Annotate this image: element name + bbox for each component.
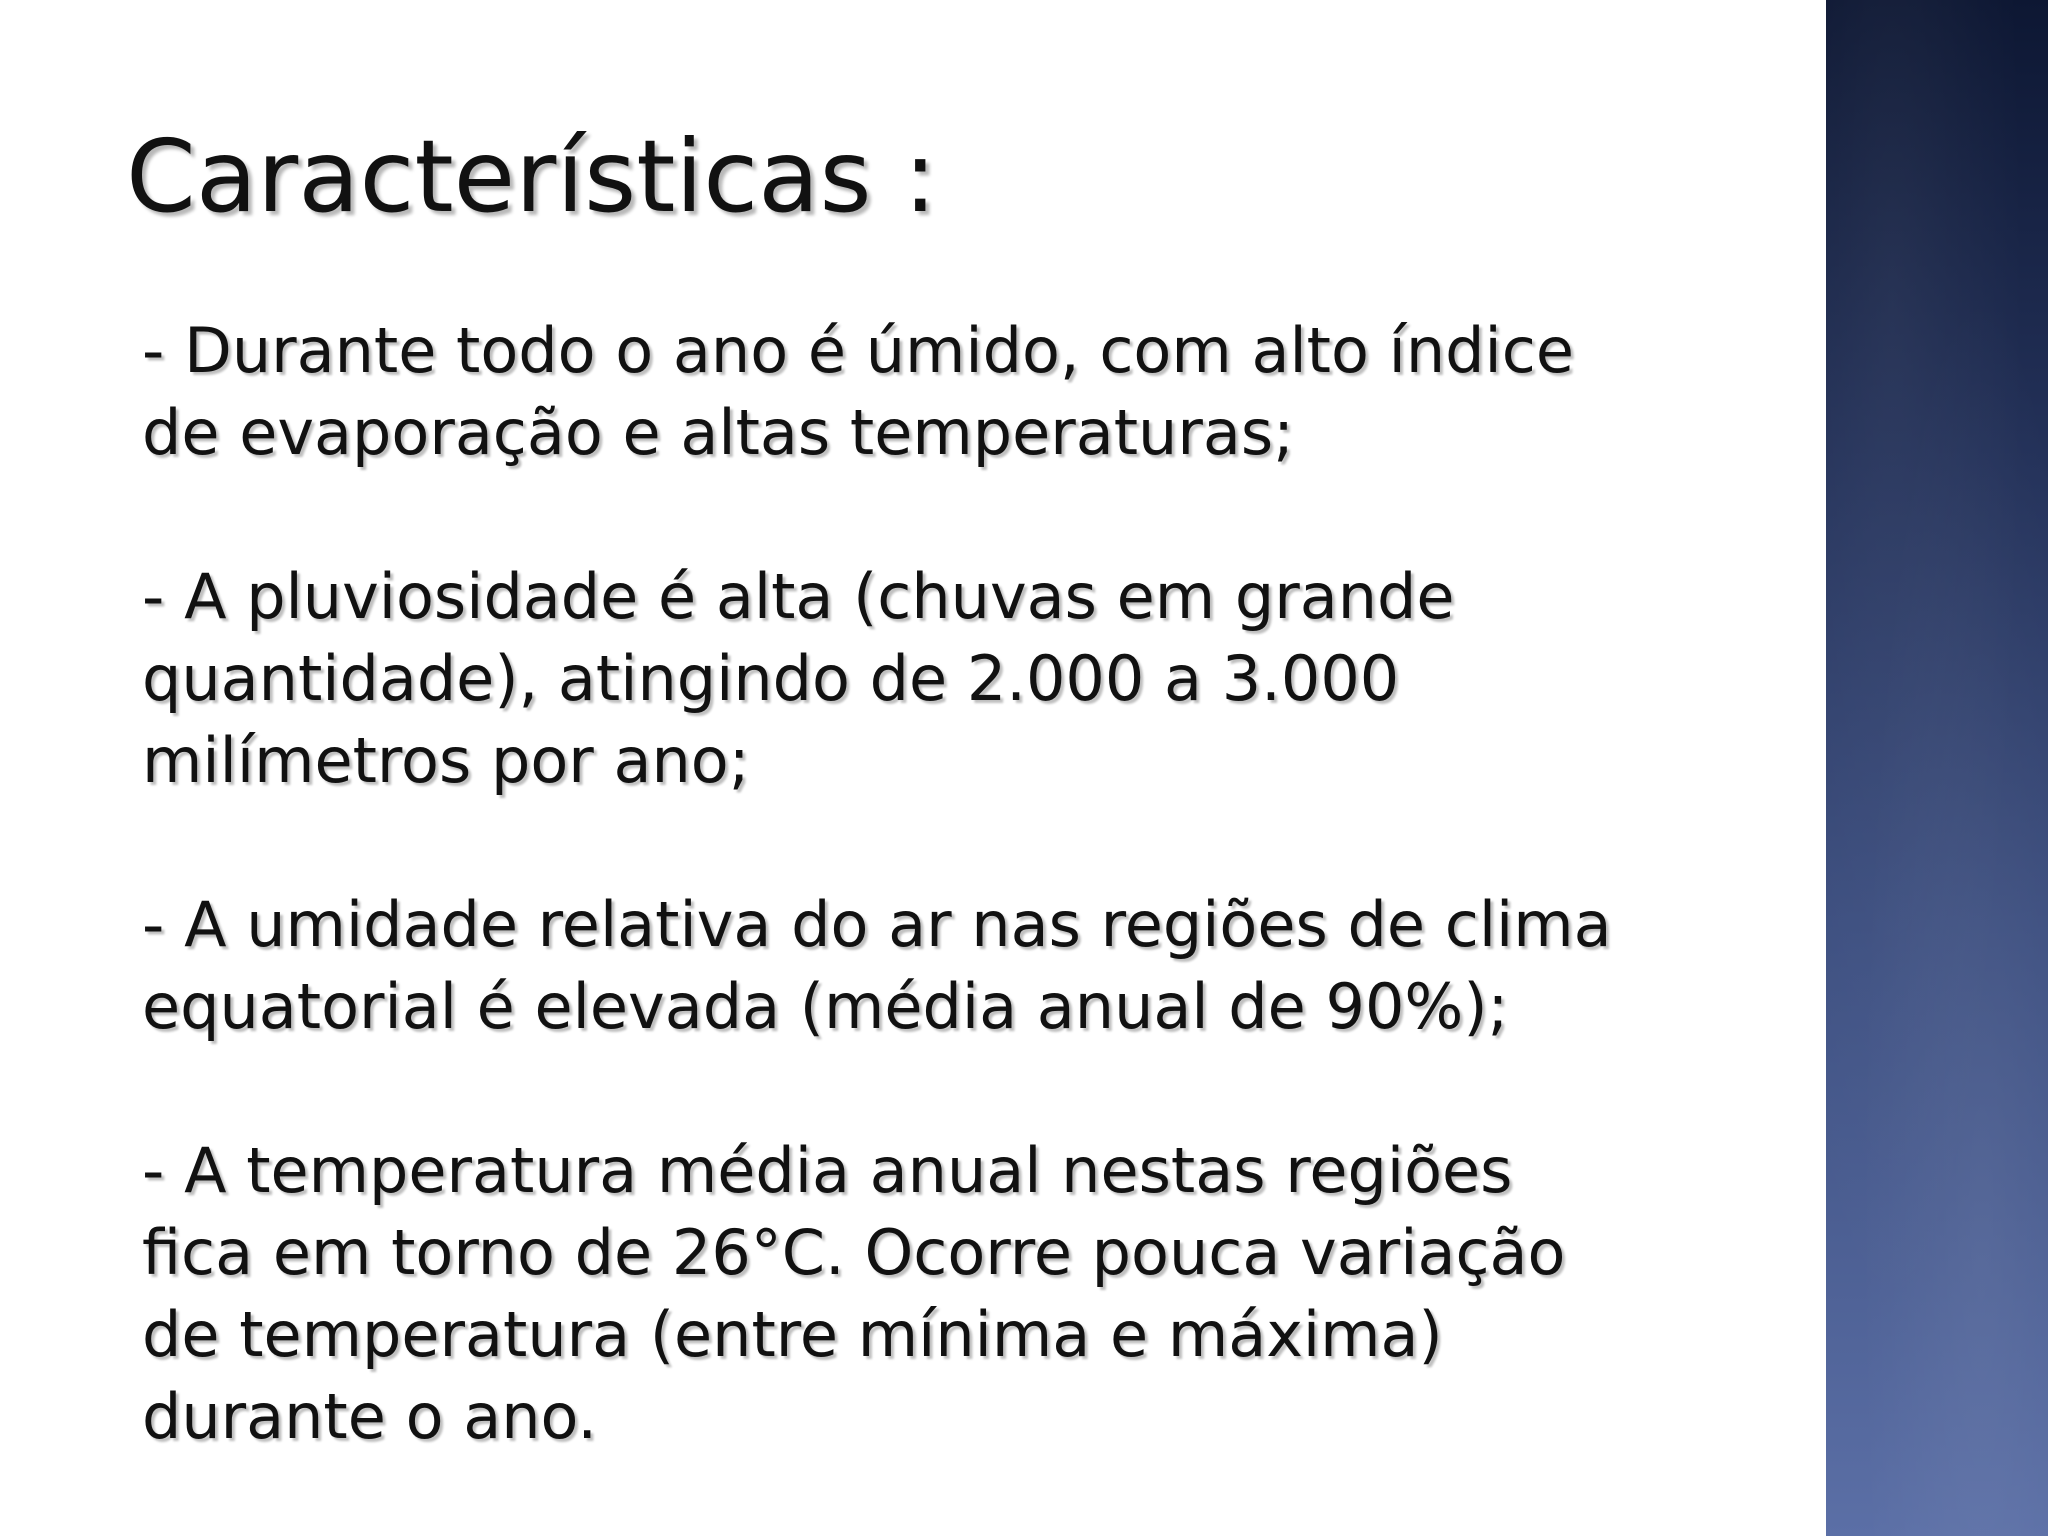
slide-content	[142, 310, 1702, 1458]
text-line: - A pluviosidade é alta (chuvas em grande	[142, 560, 1455, 633]
text-line: equatorial é elevada (média anual de 90%);	[142, 970, 1509, 1043]
slide-title: Características :	[126, 118, 938, 235]
text-line: milímetros por ano;	[142, 724, 750, 797]
decorative-side-panel	[1826, 0, 2048, 1536]
text-line: quantidade), atingindo de 2.000 a 3.000	[142, 642, 1400, 715]
text-line: - A umidade relativa do ar nas regiões de clima	[142, 888, 1612, 961]
text-line: durante o ano.	[142, 1380, 598, 1453]
text-line: - A temperatura média anual nestas regiões	[142, 1134, 1513, 1207]
paragraph-relative-humidity	[142, 884, 1702, 1048]
text-line: - Durante todo o ano é úmido, com alto índice	[142, 314, 1574, 387]
paragraph-humidity-year	[142, 310, 1702, 474]
paragraph-temperature	[142, 1130, 1702, 1458]
text-line: de temperatura (entre mínima e máxima)	[142, 1298, 1443, 1371]
paragraph-rainfall	[142, 556, 1702, 802]
text-line: de evaporação e altas temperaturas;	[142, 396, 1295, 469]
text-line: fica em torno de 26°C. Ocorre pouca variação	[142, 1216, 1566, 1289]
